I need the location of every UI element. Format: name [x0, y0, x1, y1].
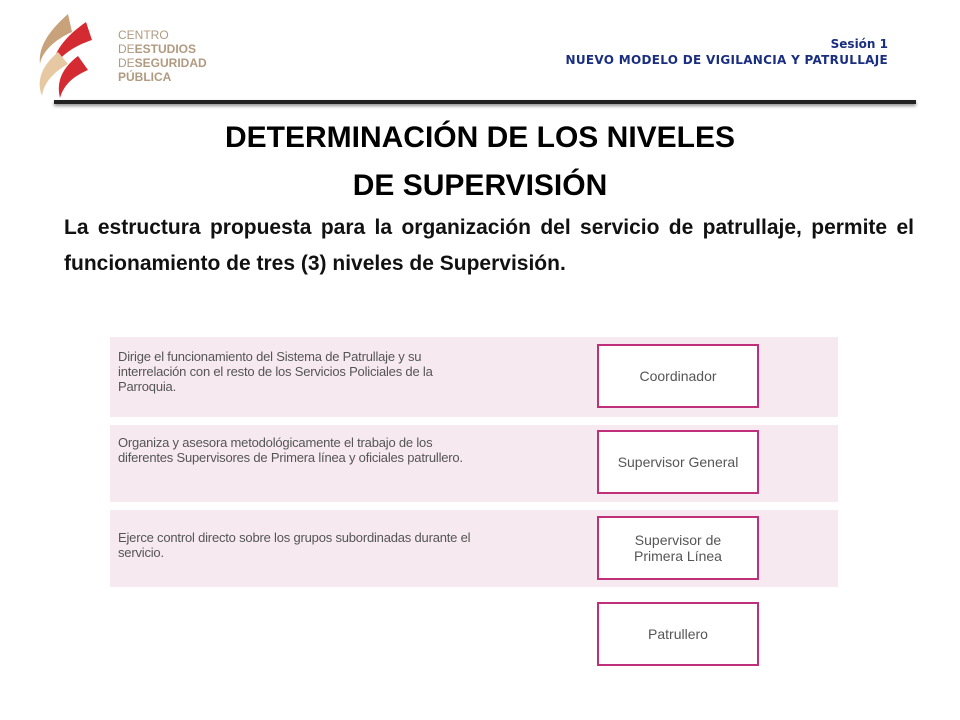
- session-subtitle: NUEVO MODELO DE VIGILANCIA Y PATRULLAJE: [565, 53, 888, 67]
- logo-line2: [118, 42, 207, 56]
- logo-line1: CENTRO: [118, 28, 169, 42]
- role-box-coordinador: [597, 344, 759, 408]
- ceseg-logo-icon: [28, 12, 108, 100]
- level-description: Organiza y asesora metodológicamente el trabajo de los diferentes Supervisores de Primera línea y oficiales patrullero.: [118, 435, 463, 465]
- logo-line4: PÚBLICA: [118, 70, 172, 84]
- role-label: Coordinador: [639, 368, 717, 384]
- level-description: Dirige el funcionamiento del Sistema de Patrullaje y su interrelación con el resto de los Servicios Policiales de la Parroquia.: [118, 349, 433, 394]
- logo-line2-prefix: DE: [118, 42, 135, 56]
- supervision-levels: [110, 337, 840, 677]
- level-description: Ejerce control directo sobre los grupos subordinadas durante el servicio.: [118, 530, 471, 560]
- page-title-line2: DE SUPERVISIÓN: [352, 169, 608, 202]
- page-title: [40, 114, 920, 210]
- role-box-supervisor-general: [597, 430, 759, 494]
- logo-text: [118, 28, 207, 84]
- logo: [28, 12, 228, 100]
- role-label: Supervisor de Primera Línea: [634, 532, 722, 564]
- logo-line3-prefix: DE: [118, 56, 135, 70]
- role-label: Supervisor General: [617, 454, 739, 470]
- intro-paragraph: La estructura propuesta para la organización del servicio de patrullaje, permite el funcionamiento de tres (3) niveles de Supervisión.: [64, 216, 914, 275]
- role-box-patrullero: [597, 602, 759, 666]
- header-divider: [54, 100, 916, 104]
- page-title-line1: DETERMINACIÓN DE LOS NIVELES: [224, 121, 736, 154]
- role-box-supervisor-primera-linea: [597, 516, 759, 580]
- logo-line3-strong: SEGURIDAD: [134, 56, 207, 70]
- session-header: [566, 36, 888, 68]
- logo-line2-strong: ESTUDIOS: [134, 42, 197, 56]
- session-number: Sesión 1: [830, 37, 888, 51]
- logo-line3: [118, 56, 207, 70]
- role-label: Patrullero: [648, 626, 708, 642]
